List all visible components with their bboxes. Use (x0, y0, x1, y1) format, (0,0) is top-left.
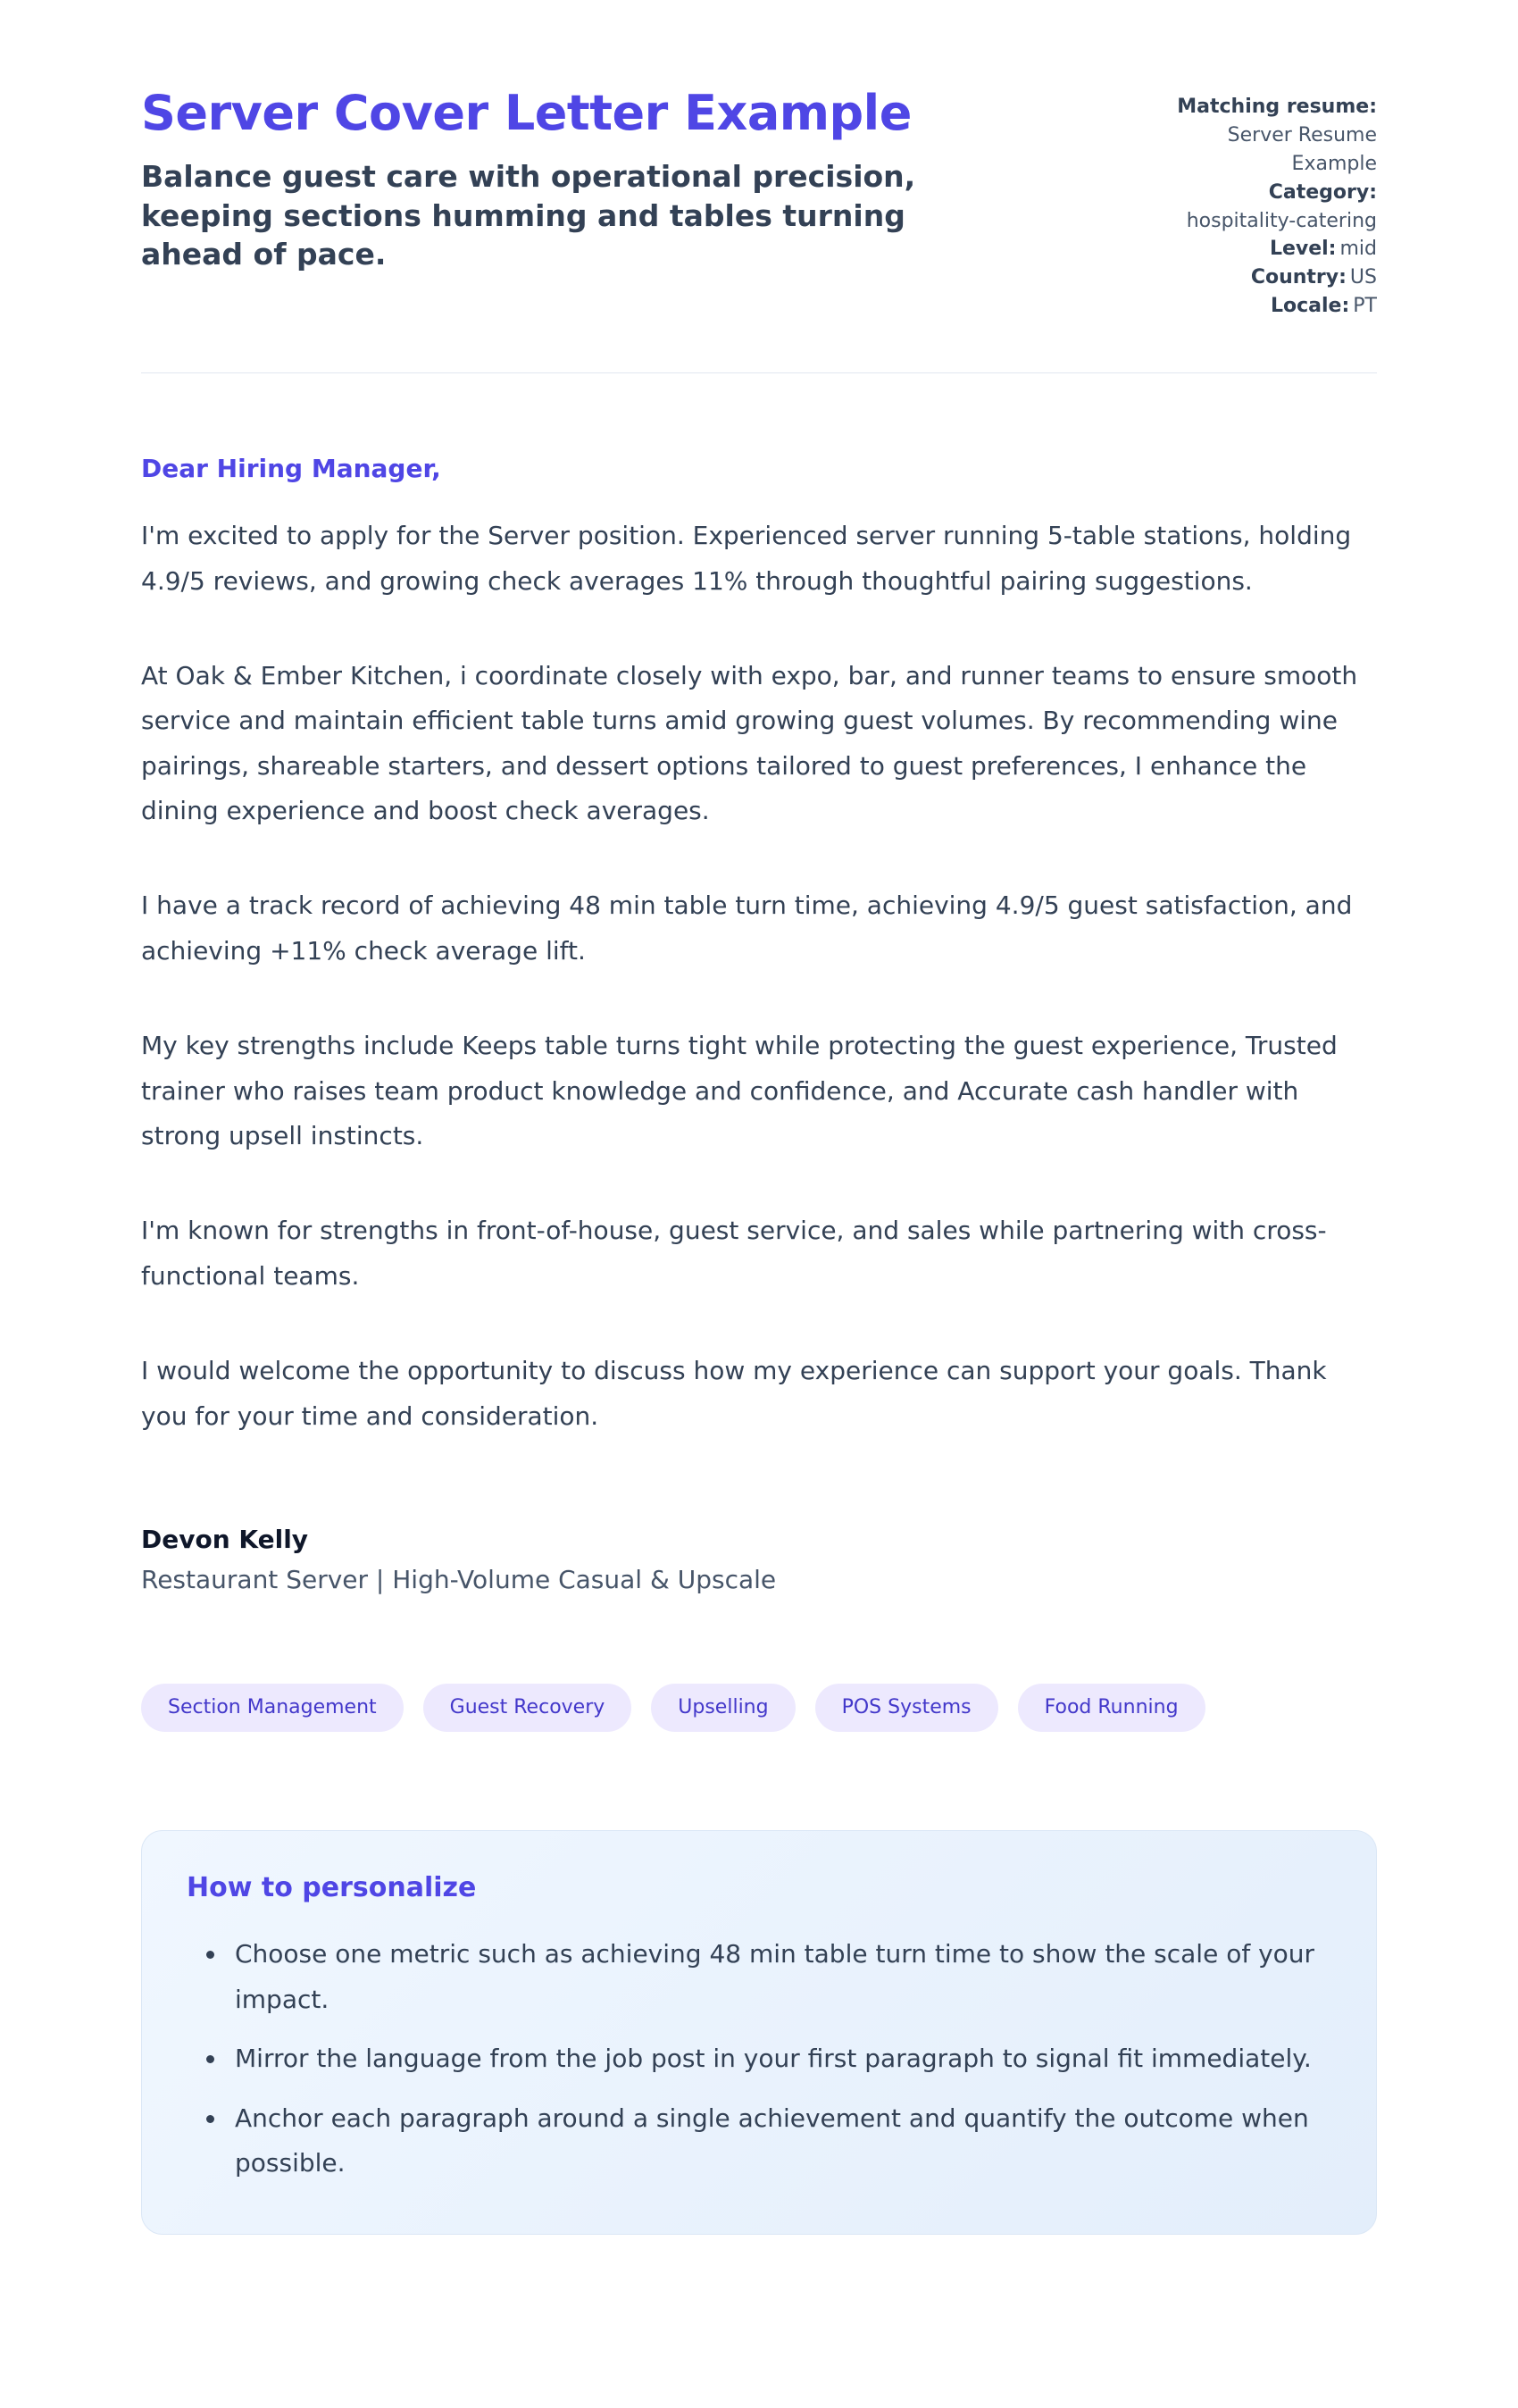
signature-name: Devon Kelly (141, 1524, 309, 1554)
meta-category-label: Category: (1268, 180, 1377, 204)
meta-locale (1143, 292, 1377, 321)
personalize-heading: How to personalize (187, 1872, 477, 1904)
header-divider (141, 372, 1377, 373)
letter-body (141, 454, 1377, 1594)
header (141, 86, 1377, 321)
tag-guest-recovery[interactable]: Guest Recovery (423, 1684, 632, 1732)
meta-panel (1143, 86, 1377, 321)
meta-category (1143, 179, 1377, 236)
meta-locale-label: Locale: (1271, 295, 1350, 318)
meta-matching-resume-label: Matching resume: (1177, 96, 1377, 118)
personalize-tip-1: • Choose one metric such as achieving 48 min table turn time to show the scale of your impact. (228, 1932, 1331, 2022)
header-title-block (141, 86, 1093, 321)
page-subtitle: Balance guest care with operational precision, keeping sections humming and tables turning ahead of pace. (141, 159, 916, 272)
letter-paragraph-4: My key strengths include Keeps table turns tight while protecting the guest experience, Trusted trainer who raises team product knowledge and confidence, and Accurate cash handler with strong upsell instincts. (141, 1031, 1338, 1151)
meta-country-label: Country: (1250, 266, 1347, 289)
signature-title: Restaurant Server | High-Volume Casual & Upscale (141, 1564, 777, 1594)
meta-country-value: US (1349, 266, 1377, 289)
meta-matching-resume (1143, 93, 1377, 179)
meta-matching-resume-value: Server Resume Example (1227, 123, 1377, 175)
meta-level-value: mid (1339, 238, 1377, 261)
meta-level (1143, 235, 1377, 263)
personalize-tip-list (187, 1932, 1331, 2186)
tag-pos-systems[interactable]: POS Systems (815, 1684, 998, 1732)
personalize-box (141, 1830, 1377, 2235)
meta-locale-value: PT (1353, 295, 1377, 318)
page-title: Server Cover Letter Example (141, 85, 912, 141)
cover-letter-page (141, 0, 1377, 2351)
letter-paragraph-3: I have a track record of achieving 48 min table turn time, achieving 4.9/5 guest satisfaction, and achieving +11% check average lift. (141, 890, 1353, 966)
letter-paragraph-1: I'm excited to apply for the Server position. Experienced server running 5-table stations, holding 4.9/5 reviews, and growing check averages 11% through thoughtful pairing suggestions. (141, 521, 1352, 596)
personalize-tip-3: • Anchor each paragraph around a single achievement and quantify the outcome when possible. (228, 2096, 1331, 2186)
personalize-tip-2: • Mirror the language from the job post in your first paragraph to signal fit immediately. (228, 2036, 1331, 2081)
tag-list (141, 1684, 1377, 1732)
tag-section-management[interactable]: Section Management (141, 1684, 404, 1732)
tag-upselling[interactable]: Upselling (651, 1684, 795, 1732)
meta-country (1143, 263, 1377, 292)
letter-paragraph-2: At Oak & Ember Kitchen, i coordinate closely with expo, bar, and runner teams to ensure smooth service and maintain efficient table turns amid growing guest volumes. By recommending wine pairings, shareable starters, and dessert options tailored to guest preferences, I enhance the dining experience and boost check averages. (141, 660, 1358, 826)
salutation: Dear Hiring Manager, (141, 454, 441, 484)
letter-paragraph-5: I'm known for strengths in front-of-house, guest service, and sales while partnering with cross-functional teams. (141, 1216, 1327, 1291)
meta-level-label: Level: (1269, 238, 1337, 261)
letter-paragraph-6: I would welcome the opportunity to discuss how my experience can support your goals. Thank you for your time and consideration. (141, 1356, 1327, 1431)
tag-food-running[interactable]: Food Running (1018, 1684, 1205, 1732)
meta-category-value: hospitality-catering (1186, 209, 1377, 232)
